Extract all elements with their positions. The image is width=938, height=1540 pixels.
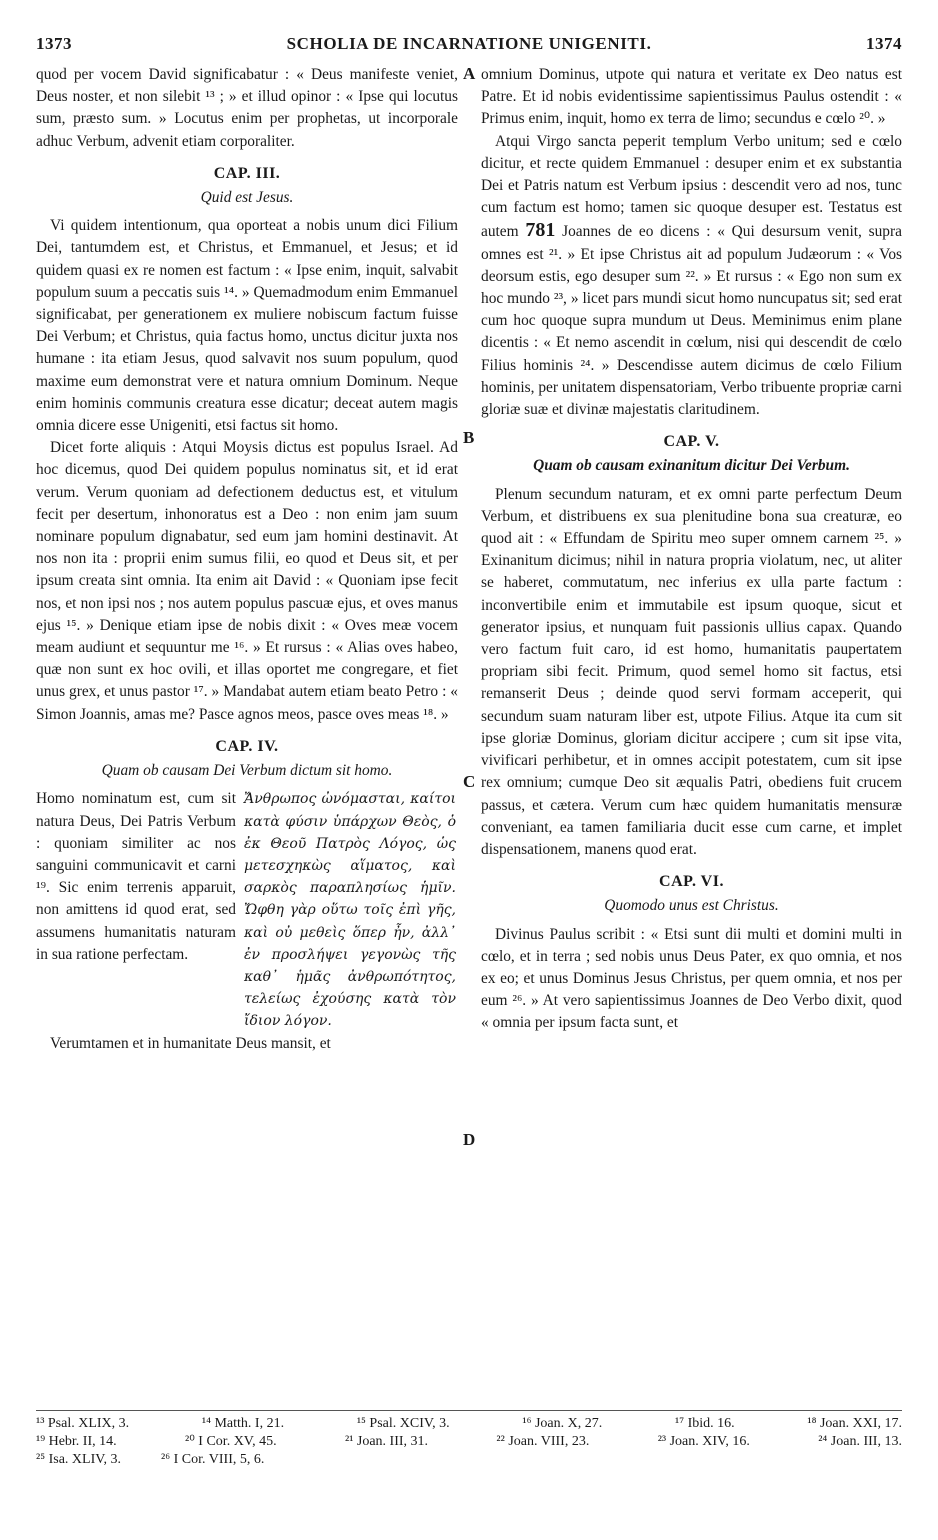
- footnote-16: ¹⁶ Joan. X, 27.: [522, 1416, 603, 1431]
- footnote-23: ²³ Joan. XIV, 16.: [657, 1434, 750, 1449]
- footnote-20: ²⁰ I Cor. XV, 45.: [185, 1434, 277, 1449]
- page-header: [36, 34, 902, 60]
- footnote-25: ²⁵ Isa. XLIV, 3.: [36, 1452, 122, 1467]
- left-paragraph-0: quod per vocem David significabatur : « Deus manifeste veniet, Deus noster, et non silebit ¹³ ; » et illud opinor : « Ipse qui locutus sum, præsto sum. » Locutus enim per prophetas, ut incorporale adhuc Verbum, advenit etiam corporaliter.: [36, 66, 458, 150]
- margin-marker-b: B: [463, 428, 475, 447]
- left-column: [36, 64, 458, 1055]
- footnote-row-1: [36, 1415, 902, 1433]
- page-number-781: 781: [525, 219, 556, 242]
- margin-marker-d: D: [463, 1130, 476, 1149]
- chapter-6-subtitle: Quomodo unus est Christus.: [604, 897, 779, 915]
- chapter-6-title: CAP. VI.: [659, 873, 724, 891]
- footnote-15: ¹⁵ Psal. XCIV, 3.: [356, 1416, 450, 1431]
- right-paragraph-1: Plenum secundum naturam, et ex omni parte perfectum Deum Verbum, et distribuens ex sua plenitudine bona sua creaturæ, eo quod ait : « Effundam de Spiritu meo super omnem carnem ²⁵. » Exinanitum dicimus; nihil in natura propria violatum, nec, ut aliter se haberet, commutatum, nec inferius ex ulla parte factum : inconvertibile enim et immutabile est ipsum quoque, sicut et generator ipsius, et nunquam fuit passionis ullius capax. Quando vero factum fuit caro, id est homo, humanitatis paupertatem propriam sibi fecit. Primum, quod semel homo sit factus, etsi remanserit Deus ; deinde quod servi formam acceperit, qui secundum suam naturam liber est, utpote Filius. Atque ita cum sit ipse gloriæ Dominus, gloriam dicitur accipere ; cum sit ipse vita, vivificari perhibetur, et in omnes accipit potestatem, cum sit ipse rex omnium; cumque Deo sit æqualis Patri, obediens fuit crucem passus, et cætera. Verum cum hæc quidem humanitatis mensuræ conveniant, ea tamen familiaria ducit esse cum carne, et implet dispensationem, manens quod erat.: [481, 485, 902, 858]
- chapter-3-title: CAP. III.: [213, 164, 281, 182]
- chapter-4-title: CAP. IV.: [215, 737, 279, 755]
- footnote-row-3: [36, 1451, 902, 1469]
- footnotes: [36, 1410, 902, 1469]
- footnote-24: ²⁴ Joan. III, 13.: [818, 1434, 902, 1449]
- footnote-17: ¹⁷ Ibid. 16.: [675, 1416, 735, 1431]
- right-paragraph-0b: [481, 131, 902, 422]
- footnote-19: ¹⁹ Hebr. II, 14.: [36, 1434, 117, 1449]
- margin-marker-c: C: [463, 772, 476, 791]
- chapter-5-subtitle: Quam ob causam exinanitum dicitur Dei Verbum.: [533, 457, 850, 475]
- left-paragraph-1: Vi quidem intentionum, qua oporteat a nobis unum dici Filium Dei, tantumdem est, et Christus, et Emmanuel, et Jesus; et id quidem quasi ex re nomen est factum : « Ipse enim, inquit, salvabit populum suum a peccatis suis ¹⁴. » Quemadmodum enim Emmanuel significabat, per generationem ex muliere nobiscum factum fuisse Dei Verbum; et Christus, quia factus homo, unctus dicitur juxta nos humane : ita etiam Jesus, quod salvavit nos suum populum, quod maxime eum demonstrat vere et natura omnium Dominum. Neque enim hominis communis creatura esse dicatur; deceat autem magis omnia dicere esse Unigeniti, etsi factus sit homo.: [36, 217, 458, 435]
- footnote-21: ²¹ Joan. III, 31.: [345, 1434, 429, 1449]
- right-paragraph-0b-part1: Atqui Virgo sancta peperit templum Verbo unitum; sed e cœlo dicitur, et recte quidem Emmanuel : desuper enim et ex substantia Dei et Patris natum est Verbum ipsius : descendit vero ad nos, tunc cum factum est homo; tamen sic quoque desuper est. Testatus est autem: [481, 132, 902, 241]
- margin-marker-a: A: [463, 64, 476, 83]
- right-page-number: 1374: [866, 34, 902, 53]
- chapter-5-title: CAP. V.: [663, 433, 720, 451]
- footnote-row-2: [36, 1433, 902, 1451]
- footnote-14: ¹⁴ Matth. I, 21.: [201, 1416, 285, 1431]
- left-paragraph-3: Verumtamen et in humanitate Deus mansit, et: [50, 1034, 331, 1052]
- right-paragraph-2: Divinus Paulus scribit : « Etsi sunt dii multi et domini multi in cœlo, et in terra ; sed nobis unus Deus Pater, ex quo omnia, et nos ex eo; et unus Dominus Jesus Christus, per quem omnia, et nos per eum ²⁶. » At vero sapientissimus Joannes de Deo Verbo dixit, quod « omnia per ipsum facta sunt, et: [481, 925, 902, 1032]
- footnote-18: ¹⁸ Joan. XXI, 17.: [807, 1416, 902, 1431]
- right-paragraph-0a: omnium Dominus, utpote qui natura et veritate ex Deo natus est Patre. Et id nobis evidentissime sapientissimus Paulus ostendit : « Primus enim, inquit, homo ex terra de limo; secundus e cœlo ²⁰. »: [481, 66, 902, 128]
- footnote-22: ²² Joan. VIII, 23.: [496, 1434, 590, 1449]
- latin-text: Homo nominatum est, cum sit natura Deus, Dei Patris Verbum : quoniam similiter ac nos sanguini communicavit et carni ¹⁹. Sic enim terrenis apparuit, non amittens id quod erat, sed assumens humanitatis naturam in sua ratione perfectam.: [36, 790, 236, 963]
- running-title: SCHOLIA DE INCARNATIONE UNIGENITI.: [286, 34, 652, 53]
- parallel-text: [36, 788, 458, 1032]
- left-page-number: 1373: [36, 34, 72, 53]
- footnote-26: ²⁶ I Cor. VIII, 5, 6.: [161, 1452, 265, 1467]
- right-paragraph-0b-part2: Joannes de eo dicens : « Qui desursum venit, supra omnes est ²¹. » Et ipse Christus ait ad populum Judæorum : « Vos deorsum estis, ego desuper sum ²². » Et rursus : « Ego non sum ex hoc mundo ²³, » licet pars mundi sicut homo nuncupatus sit; sed erat cum hoc quoque supra mundum ut Deus. Meminimus enim plane dicentis : « Et nemo ascendit in cœlum, nisi qui descendit de cœlo Filius hominis ²⁴. » Descendisse autem dicimus de cœlo Filium hominis, per unitatem dispensatoriam, Verbo tribuente propriæ carni gloriæ suæ et divinæ majestatis claritudinem.: [481, 223, 902, 419]
- right-column: [481, 64, 902, 1035]
- chapter-4-subtitle: Quam ob causam Dei Verbum dictum sit homo.: [101, 762, 393, 780]
- chapter-3-subtitle: Quid est Jesus.: [200, 189, 294, 207]
- footnote-13: ¹³ Psal. XLIX, 3.: [36, 1416, 130, 1431]
- left-paragraph-2: Dicet forte aliquis : Atqui Moysis dictus est populus Israel. Ad hoc dicemus, quod Dei quidem populus nominatus sit, et id erat verum. Verum quoniam ad defectionem deductus est, et vitulum fecit per desertum, inhonoratus est a Deo : non enim jam suum nominare populum dignabatur, sed eum jam homini destinavit. At nos non ita : proprii enim sumus filii, eo quod et Deus sit, et per ipsum creata sint omnia. Ita enim ait David : « Quoniam ipse fecit nos, et non ipsi nos ; nos autem populus pascuæ ejus, et oves manus ejus ¹⁵. » Denique etiam ipse de nobis dixit : « Oves meæ vocem meam audiunt et sequuntur me ¹⁶. » Et rursus : « Alias oves habeo, quæ non sunt ex hoc ovili, et illas oportet me congregare, et fiet unus grex, et unus pastor ¹⁷. » Mandabat autem etiam beato Petro : « Simon Joannis, amas me? Pasce agnos meos, pasce oves meas ¹⁸. »: [36, 439, 458, 723]
- greek-text: Ἄνθρωπος ὠνόμασται, καίτοι κατὰ φύσιν ὑπάρχων Θεὸς, ὁ ἐκ Θεοῦ Πατρὸς Λόγος, ὡς μετεσχηκὼς αἵματος, καὶ σαρκὸς παραπλησίως ἡμῖν. Ὤφθη γὰρ οὕτω τοῖς ἐπὶ γῆς, καὶ οὐ μεθεὶς ὅπερ ἦν, ἀλλ᾽ ἐν προσλήψει γεγονὼς τῆς καθ᾽ ἡμᾶς ἀνθρωπότητος, τελείως ἐχούσης κατὰ τὸν ἴδιον λόγον.: [244, 791, 456, 1030]
